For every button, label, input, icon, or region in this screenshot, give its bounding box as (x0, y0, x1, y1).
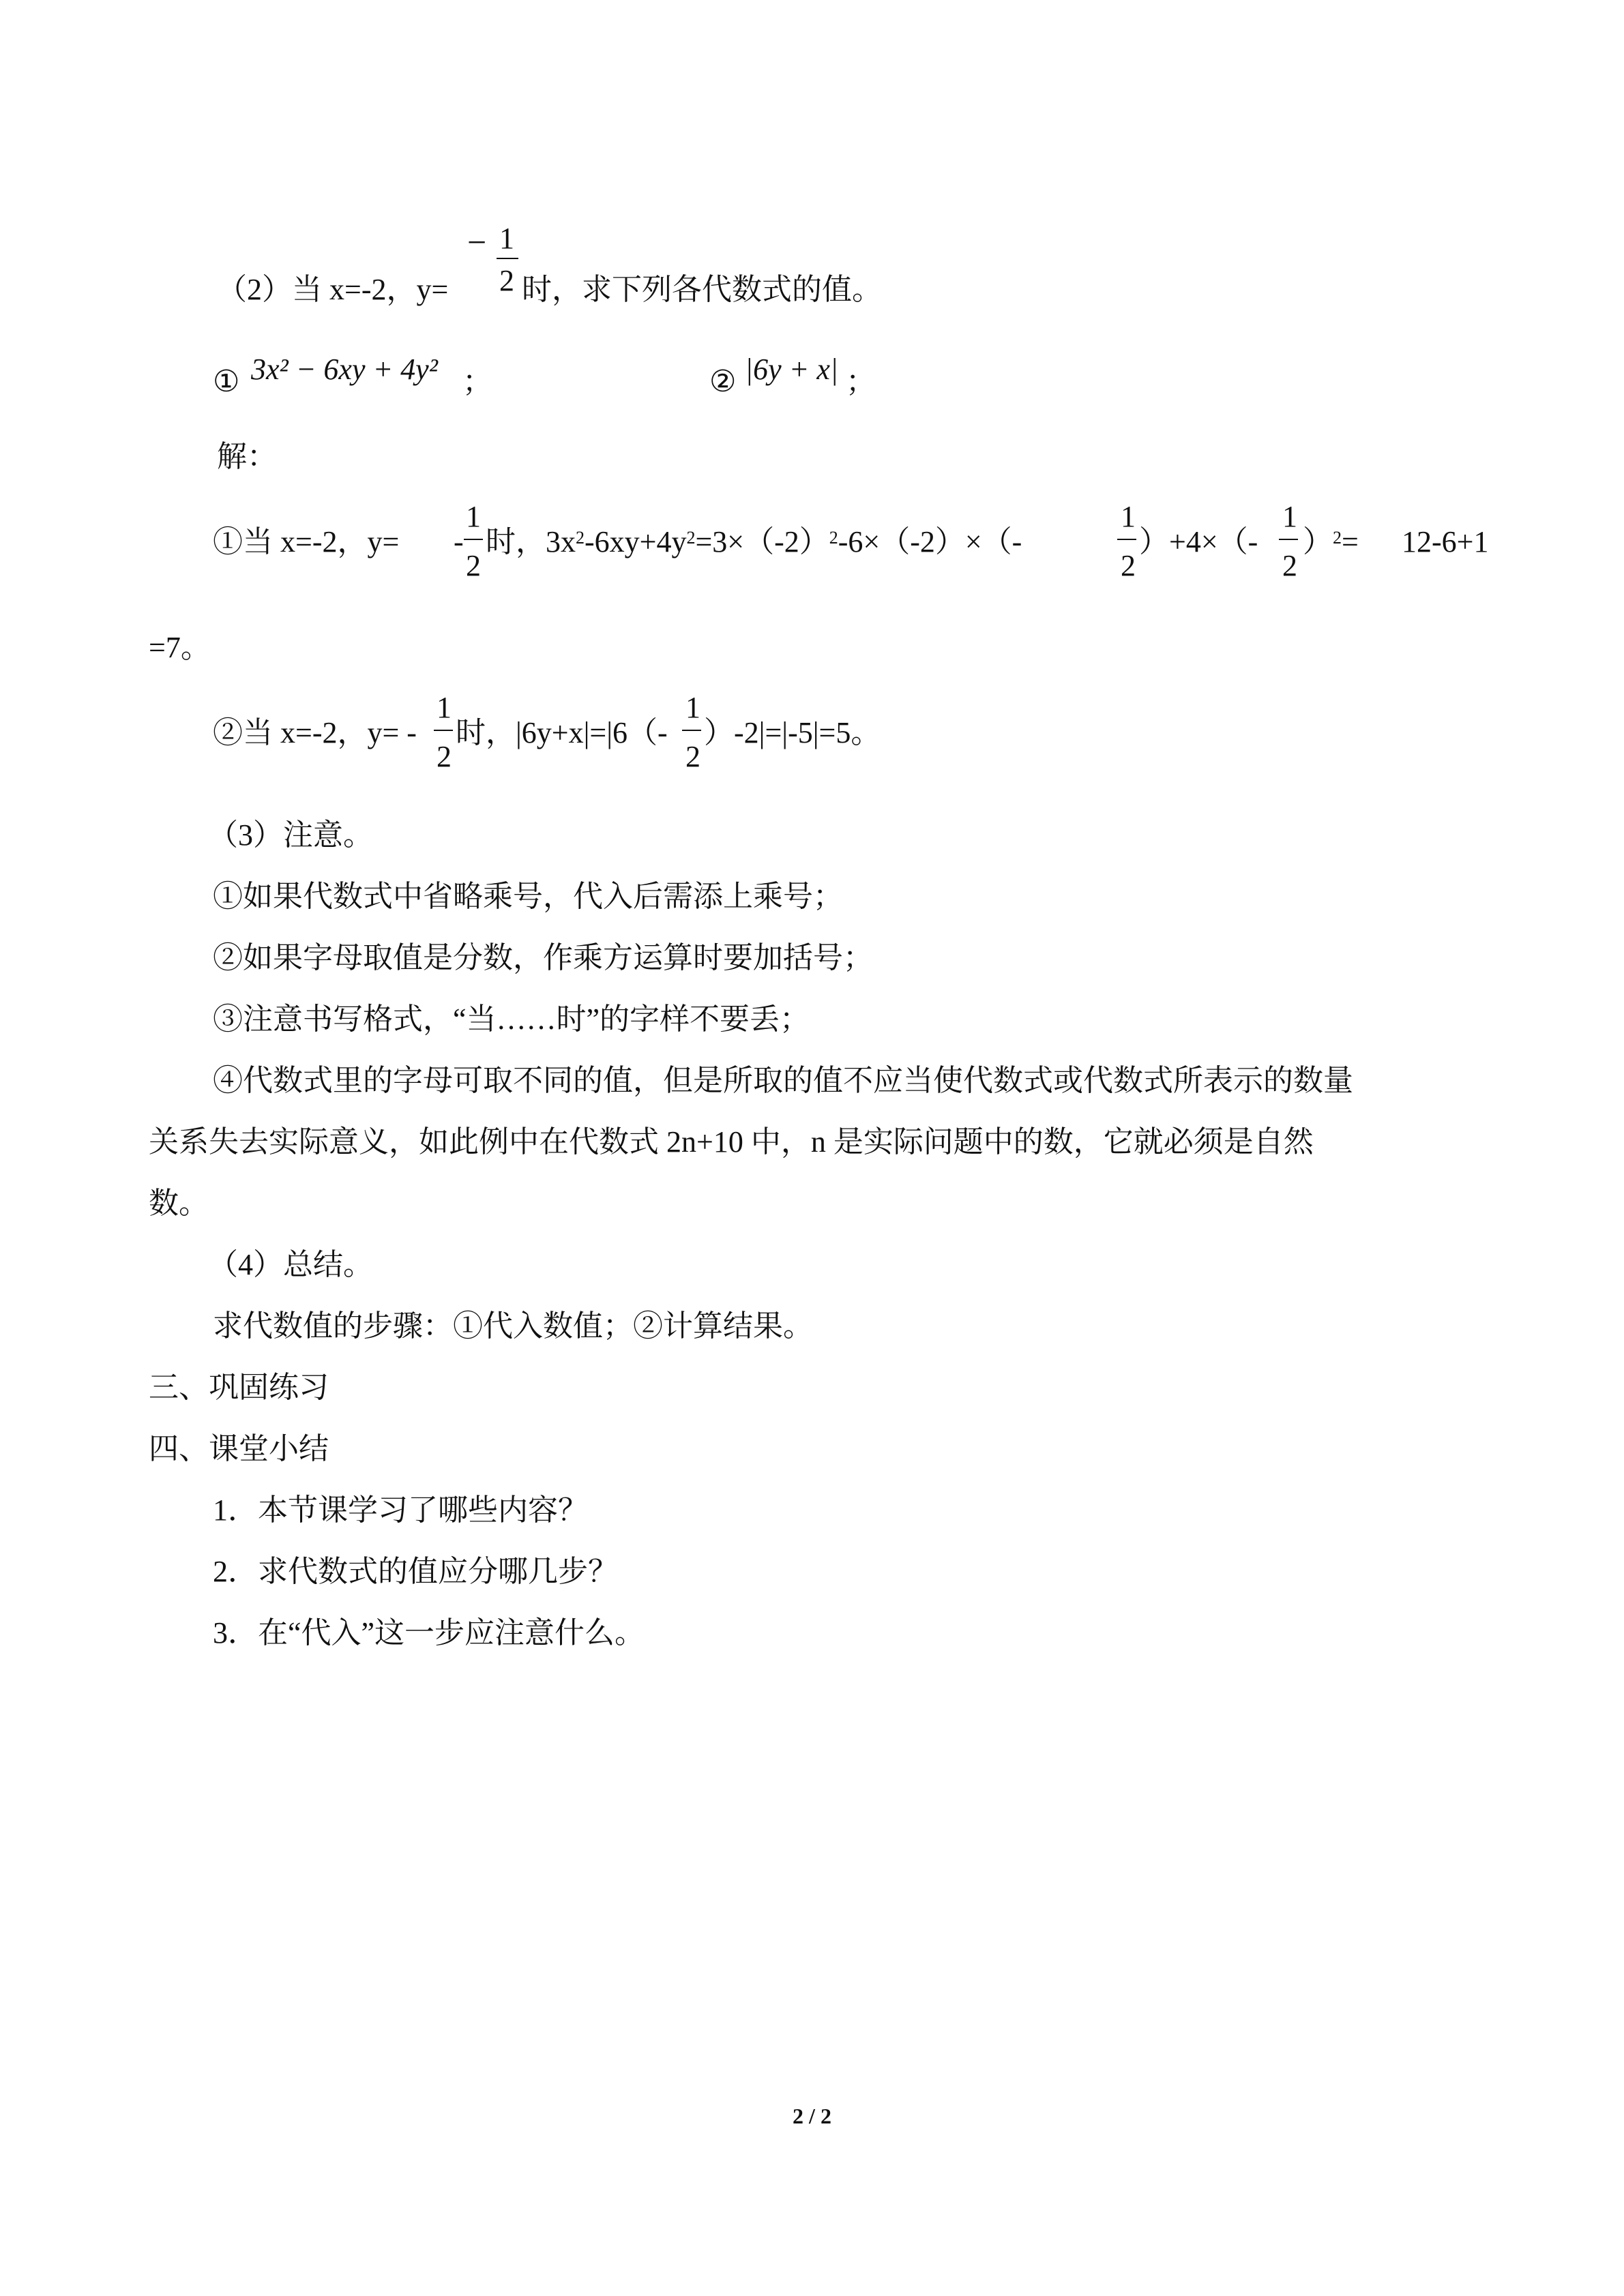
q2-den-text: 2 (499, 264, 514, 297)
sol1-f-text: ）+4×（- (1139, 525, 1258, 558)
note-4-heading (208, 1244, 373, 1285)
sol1-d-text: =3×（-2） (695, 525, 829, 558)
question-2-line (217, 269, 448, 310)
note-rule-2-text: ②如果字母取值是分数，作乘方运算时要加括号； (213, 941, 873, 974)
question-3-text: 3．在“代入”这一步应注意什么。 (213, 1616, 645, 1650)
expr1 (251, 349, 438, 390)
note-rule-4b (149, 1122, 1314, 1163)
note-rule-4c (149, 1183, 209, 1224)
sol1-neg-text: - (454, 525, 464, 558)
sol1-fden (466, 546, 481, 586)
expr2 (745, 349, 838, 390)
sol1-f2den-text: 2 (1121, 549, 1136, 582)
sq1: 2 (576, 528, 585, 548)
question-1 (213, 1490, 588, 1531)
sol1-f3den (1282, 546, 1297, 586)
sol1-f (1139, 522, 1258, 563)
summary-steps-text: 求代数值的步骤：①代入数值；②计算结果。 (213, 1309, 813, 1343)
sol1-fden-text: 2 (466, 549, 481, 582)
sol2-f2den-text: 2 (685, 740, 700, 773)
sol1-f2num (1121, 496, 1136, 537)
sol1-b-text: 时，3x (486, 525, 576, 558)
sq3: 2 (829, 528, 838, 548)
semi2-text: ； (846, 365, 876, 398)
sq2: 2 (686, 528, 696, 548)
sol1-g (1303, 522, 1359, 563)
sol1-f3num-text: 1 (1282, 500, 1297, 533)
page-number: 2 / 2 (793, 2104, 831, 2128)
sol1-cont (149, 627, 211, 668)
sol1-h-text: = (1342, 525, 1359, 558)
sol2-c-text: ）-2|=|-5|=5。 (704, 716, 881, 749)
sol1-i-text: 12-6+1 (1402, 525, 1489, 558)
sol2-f2num-text: 1 (685, 691, 700, 724)
sol1-frac3-bar (1279, 539, 1298, 540)
sol2-frac2-bar (682, 730, 701, 731)
note-rule-3-text: ③注意书写格式，“当……时”的字样不要丢； (213, 1002, 810, 1036)
sol2-b (456, 713, 668, 754)
question-2-text: 2．求代数式的值应分哪几步？ (213, 1555, 618, 1588)
note-rule-3 (213, 999, 810, 1040)
q2-suffix (522, 269, 882, 310)
sol1-a-text: ①当 x=-2，y= (213, 525, 400, 558)
note-rule-1 (213, 876, 843, 917)
sq4: 2 (1333, 528, 1342, 548)
sol1-f3den-text: 2 (1282, 549, 1297, 582)
q2-num (499, 218, 514, 259)
section-4-text: 四、课堂小结 (149, 1432, 329, 1465)
sol1-f3num (1282, 496, 1297, 537)
note-rule-4c-text: 数。 (149, 1187, 209, 1220)
expr1-line (213, 361, 239, 402)
q2-neg (467, 222, 486, 263)
note-rule-4a-text: ④代数式里的字母可取不同的值，但是所取的值不应当使代数式或代数式所表示的数量 (213, 1064, 1353, 1097)
q2-suffix-text: 时，求下列各代数式的值。 (522, 273, 882, 306)
sol2-f2den (685, 736, 700, 777)
circle-2: ② (709, 365, 737, 398)
sol2-f2num (685, 687, 700, 728)
section-3-heading (149, 1367, 329, 1408)
question-3 (213, 1613, 645, 1654)
summary-steps (213, 1306, 813, 1347)
note-rule-2 (213, 938, 873, 979)
sol2-a (213, 713, 417, 754)
sol1-f2num-text: 1 (1121, 500, 1136, 533)
sol1-c-text: -6xy+4y (585, 525, 687, 558)
note-rule-1-text: ①如果代数式中省略乘号，代入后需添上乘号； (213, 880, 843, 913)
sol2-fden-text: 2 (437, 740, 452, 773)
q2-num-text: 1 (499, 222, 514, 255)
sol1-i (1402, 522, 1488, 563)
sol1-frac-bar (464, 539, 483, 540)
sol2-a-text: ②当 x=-2，y= - (213, 716, 417, 749)
expr2-text: |6y + x| (745, 353, 838, 386)
sol1-neg (454, 522, 464, 563)
q2-den (499, 260, 514, 301)
semi2 (846, 361, 876, 402)
sol2-fden (437, 736, 452, 777)
semi1 (462, 361, 492, 402)
note-3-text: （3）注意。 (208, 818, 373, 852)
sol1-b (486, 522, 1022, 563)
section-3-text: 三、巩固练习 (149, 1371, 329, 1404)
solution-label (217, 436, 277, 477)
q2-frac-bar (497, 258, 518, 259)
q2-prefix: （2）当 x=-2，y= (217, 273, 449, 306)
sol1-f2den (1121, 546, 1136, 586)
sol1-g-text: ） (1303, 525, 1333, 558)
section-4-heading (149, 1429, 329, 1470)
sol2-fnum (437, 687, 452, 728)
sol2-frac-bar (434, 730, 453, 731)
note-4-text: （4）总结。 (208, 1248, 373, 1281)
note-rule-4a (213, 1060, 1353, 1101)
note-3-heading (208, 815, 373, 856)
semi1-text: ； (462, 365, 492, 398)
solution-label-text: 解： (217, 440, 277, 473)
expr2-line (709, 361, 736, 402)
sol2-b-text: 时，|6y+x|=|6（- (456, 716, 668, 749)
sol1-frac2-bar (1117, 539, 1136, 540)
circle-1: ① (213, 365, 240, 398)
expr1-text: 3x² − 6xy + 4y² (251, 353, 438, 386)
sol1-fnum (466, 496, 481, 537)
question-2 (213, 1551, 618, 1592)
sol1-fnum-text: 1 (466, 500, 481, 533)
sol2-fnum-text: 1 (437, 691, 452, 724)
note-rule-4b-text: 关系失去实际意义，如此例中在代数式 2n+10 中，n 是实际问题中的数，它就必须是自然 (149, 1125, 1314, 1159)
sol1-a (213, 522, 399, 563)
question-1-text: 1．本节课学习了哪些内容？ (213, 1493, 588, 1527)
q2-neg-sign: − (467, 223, 487, 261)
sol1-cont-text: =7。 (149, 631, 211, 664)
sol2-c (704, 713, 881, 754)
sol1-e-text: -6×（-2）×（- (838, 525, 1022, 558)
